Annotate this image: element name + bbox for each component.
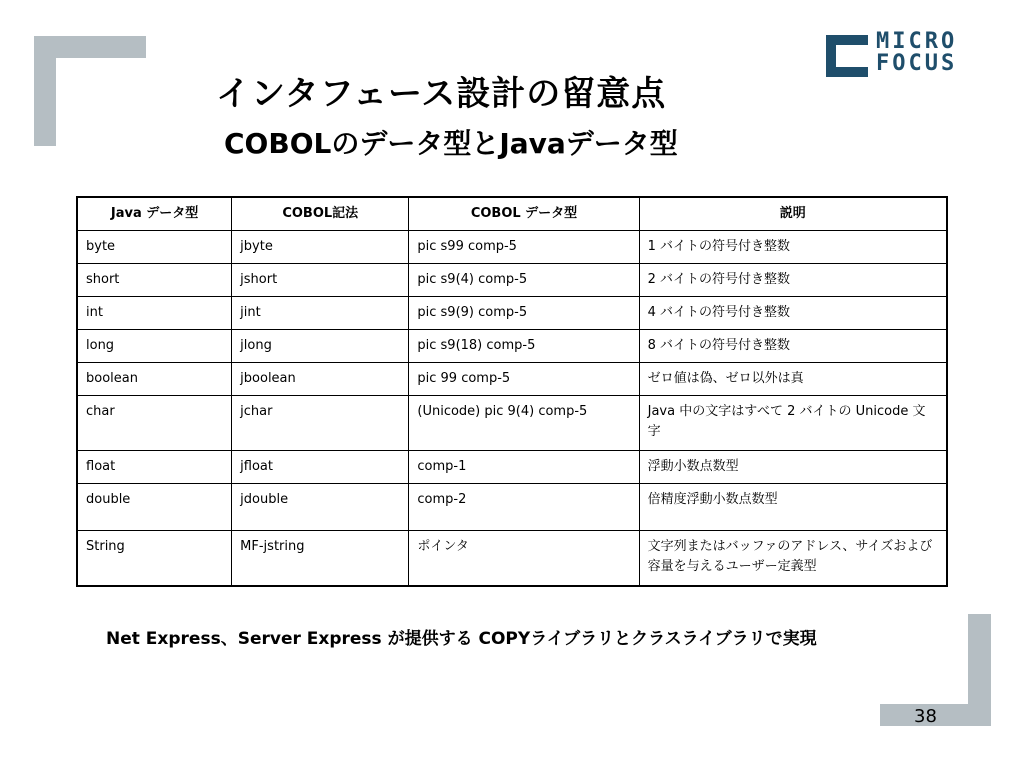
- cell-description: ゼロ値は偽、ゼロ以外は真: [639, 363, 947, 396]
- cell-cobol-notation: jdouble: [232, 484, 409, 531]
- table-row: [77, 297, 947, 330]
- cell-cobol-type: pic s9(9) comp-5: [409, 297, 639, 330]
- cell-cobol-type: comp-2: [409, 484, 639, 531]
- cell-java-type: String: [77, 531, 232, 587]
- cell-description: 文字列またはバッファのアドレス、サイズおよび容量を与えるユーザー定義型: [639, 531, 947, 587]
- cell-java-type: short: [77, 264, 232, 297]
- table-row: [77, 231, 947, 264]
- cell-java-type: double: [77, 484, 232, 531]
- table-row: [77, 396, 947, 451]
- cell-cobol-type: comp-1: [409, 451, 639, 484]
- micro-focus-logo: [826, 29, 996, 80]
- header-cobol-type: COBOL データ型: [409, 197, 639, 231]
- logo-line-1: MICRO: [876, 29, 958, 54]
- cell-description: 4 バイトの符号付き整数: [639, 297, 947, 330]
- page-number: 38: [914, 706, 937, 727]
- cell-cobol-notation: jboolean: [232, 363, 409, 396]
- cell-description: 倍精度浮動小数点数型: [639, 484, 947, 531]
- cell-java-type: byte: [77, 231, 232, 264]
- cell-cobol-notation: jlong: [232, 330, 409, 363]
- table-row: [77, 531, 947, 587]
- logo-line-2: FOCUS: [876, 51, 958, 76]
- cell-java-type: boolean: [77, 363, 232, 396]
- cell-description: 8 バイトの符号付き整数: [639, 330, 947, 363]
- cell-cobol-type: ポインタ: [409, 531, 639, 587]
- cell-cobol-type: (Unicode) pic 9(4) comp-5: [409, 396, 639, 451]
- cell-cobol-notation: jfloat: [232, 451, 409, 484]
- cell-description: 2 バイトの符号付き整数: [639, 264, 947, 297]
- logo-square-icon: [826, 35, 868, 77]
- cell-description: Java 中の文字はすべて 2 バイトの Unicode 文字: [639, 396, 947, 451]
- table-row: [77, 484, 947, 531]
- slide-footnote: Net Express、Server Express が提供する COPYライブラリとクラスライブラリで実現: [106, 629, 817, 649]
- header-description: 説明: [639, 197, 947, 231]
- header-cobol-notation: COBOL記法: [232, 197, 409, 231]
- cell-java-type: int: [77, 297, 232, 330]
- cell-description: 1 バイトの符号付き整数: [639, 231, 947, 264]
- table-header-row: [77, 197, 947, 231]
- table-row: [77, 363, 947, 396]
- cell-java-type: char: [77, 396, 232, 451]
- table-row: [77, 264, 947, 297]
- cell-cobol-notation: MF-jstring: [232, 531, 409, 587]
- cell-cobol-type: pic s9(4) comp-5: [409, 264, 639, 297]
- cell-cobol-type: pic 99 comp-5: [409, 363, 639, 396]
- cell-cobol-notation: jshort: [232, 264, 409, 297]
- logo-text: [876, 31, 957, 75]
- cell-cobol-notation: jint: [232, 297, 409, 330]
- data-type-table: [76, 196, 948, 587]
- corner-bracket-top-left-horizontal: [34, 36, 146, 58]
- table-row: [77, 330, 947, 363]
- cell-java-type: float: [77, 451, 232, 484]
- header-java-type: Java データ型: [77, 197, 232, 231]
- table-row: [77, 451, 947, 484]
- cell-cobol-notation: jbyte: [232, 231, 409, 264]
- cell-cobol-notation: jchar: [232, 396, 409, 451]
- cell-cobol-type: pic s99 comp-5: [409, 231, 639, 264]
- slide-title: インタフェース設計の留意点: [216, 74, 667, 114]
- cell-cobol-type: pic s9(18) comp-5: [409, 330, 639, 363]
- cell-java-type: long: [77, 330, 232, 363]
- slide-subtitle: COBOLのデータ型とJavaデータ型: [224, 127, 678, 160]
- cell-description: 浮動小数点数型: [639, 451, 947, 484]
